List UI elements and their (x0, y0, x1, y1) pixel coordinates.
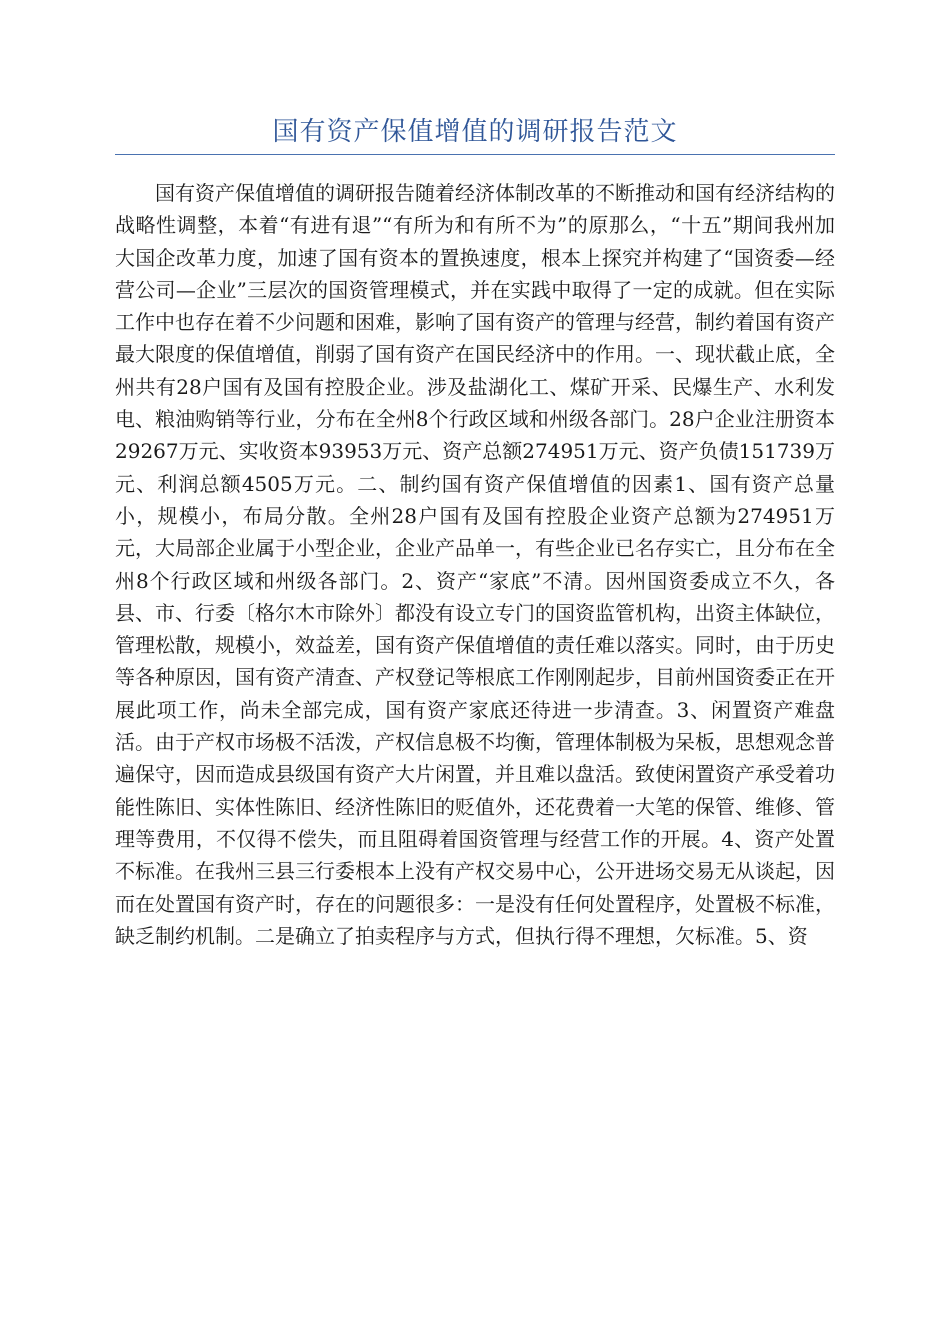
document-body-paragraph: 国有资产保值增值的调研报告随着经济体制改革的不断推动和国有经济结构的战略性调整，本着“有进有退”“有所为和有所不为”的原那么，“十五”期间我州加大国企改革力度，加速了国有资本的置换速度，根本上探究并构建了“国资委—经营公司—企业”三层次的国资管理模式，并在实践中取得了一定的成就。但在实际工作中也存在着不少问题和困难，影响了国有资产的管理与经营，制约着国有资产最大限度的保值增值，削弱了国有资产在国民经济中的作用。一、现状截止底，全州共有28户国有及国有控股企业。涉及盐湖化工、煤矿开采、民爆生产、水利发电、粮油购销等行业，分布在全州8个行政区域和州级各部门。28户企业注册资本29267万元、实收资本93953万元、资产总额274951万元、资产负债151739万元、利润总额4505万元。二、制约国有资产保值增值的因素1、国有资产总量小，规模小，布局分散。全州28户国有及国有控股企业资产总额为274951万元，大局部企业属于小型企业，企业产品单一，有些企业已名存实亡，且分布在全州8个行政区域和州级各部门。2、资产“家底”不清。因州国资委成立不久，各县、市、行委〔格尔木市除外〕都没有设立专门的国资监管机构，出资主体缺位，管理松散，规模小，效益差，国有资产保值增值的责任难以落实。同时，由于历史等各种原因，国有资产清查、产权登记等根底工作刚刚起步，目前州国资委正在开展此项工作，尚未全部完成，国有资产家底还待进一步清查。3、闲置资产难盘活。由于产权市场极不活泼，产权信息极不均衡，管理体制极为呆板，思想观念普遍保守，因而造成县级国有资产大片闲置，并且难以盘活。致使闲置资产承受着功能性陈旧、实体性陈旧、经济性陈旧的贬值外，还花费着一大笔的保管、维修、管理等费用，不仅得不偿失，而且阻碍着国资管理与经营工作的开展。4、资产处置不标准。在我州三县三行委根本上没有产权交易中心，公开进场交易无从谈起，因而在处置国有资产时，存在的问题很多：一是没有任何处置程序，处置极不标准，缺乏制约机制。二是确立了拍卖程序与方式，但执行得不理想，欠标准。5、资 (115, 181, 835, 948)
title-underline (115, 154, 835, 155)
document-title: 国有资产保值增值的调研报告范文 (272, 117, 678, 147)
